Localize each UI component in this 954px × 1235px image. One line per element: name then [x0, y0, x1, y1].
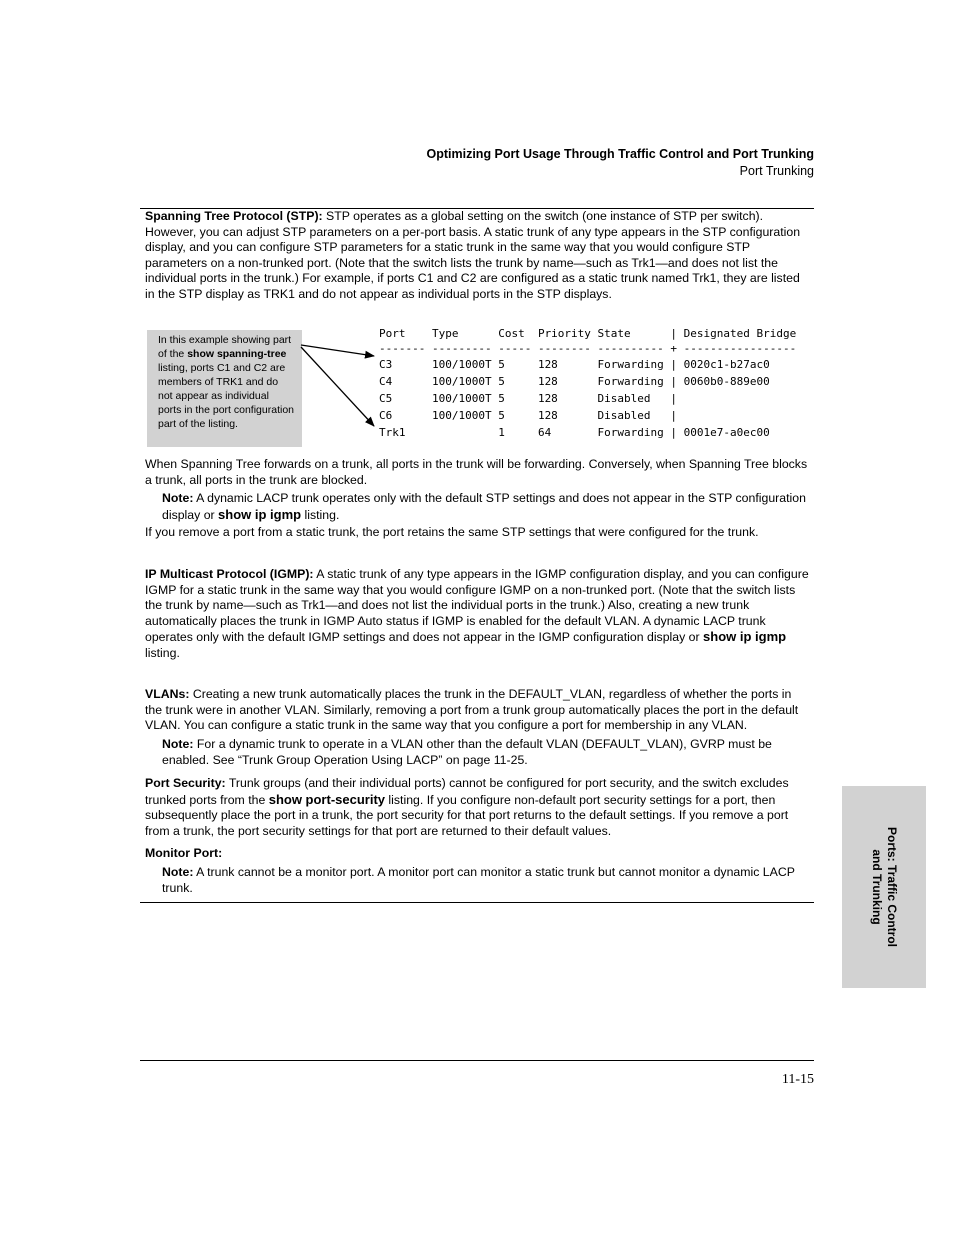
chapter-tab-line2: and Trunking: [870, 849, 884, 925]
note-tail: listing.: [301, 507, 340, 522]
vlans-note: [162, 737, 810, 768]
vlans-text: Creating a new trunk automatically places the trunk in the DEFAULT_VLAN, regardless of whether the ports in the trunk were in another VLAN. Similarly, removing a port from a trunk group automatically places the port in the default VLAN. You can configure a static trunk in the same way that you configure a port for membership in any VLAN.: [145, 687, 799, 733]
command-show-ip-igmp: show ip igmp: [703, 629, 787, 645]
stp-table-row: C6 100/1000T 5 128 Disabled |: [379, 409, 678, 422]
igmp-text: A static trunk of any type appears in the IGMP configuration display, and you can configure IGMP for a static trunk in the same way that you would configure IGMP on a non-trunked port. (Note that the switch lists the trunk by name—such as Trk1—and does not list the individual ports in the trunk.) Also, creating a new trunk automatically places the trunk in IGMP Auto status if IGMP is enabled for the default VLAN. A dynamic LACP trunk operates only with the default IGMP settings and does not appear in the IGMP configuration display or: [145, 567, 809, 645]
vlans-label: VLANs:: [145, 687, 190, 701]
monitor-port-heading: [145, 846, 809, 862]
note-text: A dynamic LACP trunk operates only with the default STP settings and does not appear in the STP configuration display or: [162, 491, 806, 522]
running-header-subtitle: Port Trunking: [739, 164, 814, 178]
arrow-to-c3: [301, 345, 374, 356]
stp-table-separator: ------- --------- ----- -------- ---------- + -----------------: [379, 342, 797, 355]
stp-forward-paragraph: When Spanning Tree forwards on a trunk, all ports in the trunk will be forwarding. Conversely, when Spanning Tree blocks a trunk, all ports in the trunk are blocked.: [145, 457, 808, 487]
stp-table-row: C4 100/1000T 5 128 Forwarding | 0060b0-889e00: [379, 375, 770, 388]
callout-text-before: In this example showing part of the: [158, 334, 292, 360]
stp-label: Spanning Tree Protocol (STP):: [145, 209, 323, 223]
port-security-paragraph: [145, 776, 809, 839]
chapter-tab-label: [869, 797, 899, 977]
igmp-paragraph: [145, 567, 809, 662]
port-security-text: Trunk groups (and their individual ports) cannot be configured for port security, and the switch excludes trunked ports from the: [145, 776, 789, 807]
igmp-label: IP Multicast Protocol (IGMP):: [145, 567, 314, 581]
running-header-title: Optimizing Port Usage Through Traffic Control and Port Trunking: [426, 147, 814, 161]
callout-text-after: listing, ports C1 and C2 are members of TRK1 and do not appear as individual ports in the port configuration part of the listing.: [158, 362, 294, 430]
note-label: Note:: [162, 491, 194, 505]
stp-table-row: C5 100/1000T 5 128 Disabled |: [379, 392, 678, 405]
command-show-ip-igmp: show ip igmp: [218, 506, 302, 522]
callout-command: show spanning-tree: [187, 348, 287, 360]
arrow-to-c6: [301, 347, 374, 426]
chapter-side-tab: [842, 786, 926, 988]
stp-table-row: C3 100/1000T 5 128 Forwarding | 0020c1-b27ac0: [379, 358, 770, 371]
page-number: 11-15: [781, 1072, 814, 1087]
port-security-label: Port Security:: [145, 776, 226, 790]
stp-note: [162, 491, 810, 523]
chapter-tab-line1: Ports: Traffic Control: [885, 826, 899, 947]
stp-text: STP operates as a global setting on the switch (one instance of STP per switch). However, you can adjust STP parameters on a per-port basis. A static trunk of any type appears in the STP configuration display, and you can configure STP parameters for a static trunk in the same way that you would configure STP parameters on a non-trunked port. (Note that the switch lists the trunk by name—such as Trk1—and does not list the individual ports in the trunk.) For example, if ports C1 and C2 are configured as a static trunk named Trk1, they are listed in the STP display as TRK1 and do not appear as individual ports in the STP displays.: [145, 209, 801, 301]
port-security-tail: listing. If you configure non-default port security settings for a port, then subsequently place the port in a trunk, the port security for that port returns to the default settings. If you remove a port from a trunk, the port security settings for that port are returned to their default values.: [145, 792, 789, 838]
note-label: Note:: [162, 737, 194, 751]
note-text: A trunk cannot be a monitor port. A monitor port can monitor a static trunk but cannot monitor a dynamic LACP trunk.: [162, 865, 795, 895]
footer-rule: [140, 1060, 814, 1061]
section-end-rule: [140, 902, 814, 903]
stp-table-row: Trk1 1 64 Forwarding | 0001e7-a0ec00: [379, 426, 770, 439]
stp-remove-paragraph: If you remove a port from a static trunk, the port retains the same STP settings that were configured for the trunk.: [145, 525, 759, 539]
monitor-note: [162, 865, 810, 896]
note-text: For a dynamic trunk to operate in a VLAN other than the default VLAN (DEFAULT_VLAN), GVRP must be enabled. See “Trunk Group Operation Using LACP” on page 11-25.: [162, 737, 772, 767]
command-show-port-security: show port-security: [268, 791, 386, 807]
igmp-tail: listing.: [145, 645, 180, 660]
vlans-paragraph: [145, 687, 809, 734]
monitor-port-label: Monitor Port:: [145, 846, 223, 860]
note-label: Note:: [162, 865, 194, 879]
stp-table-header: Port Type Cost Priority State | Designated Bridge: [379, 327, 797, 340]
